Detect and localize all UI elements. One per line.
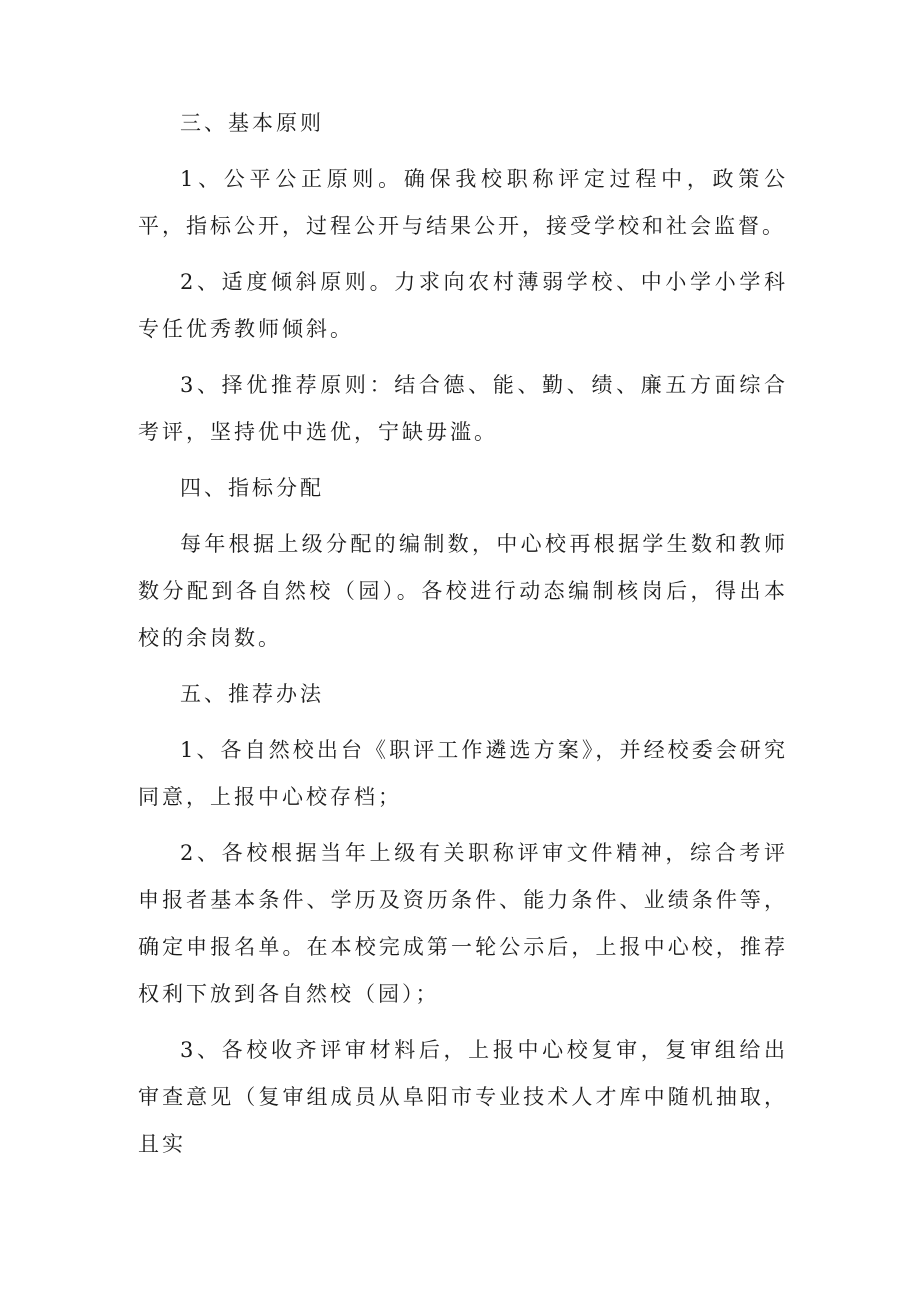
paragraph-moderate-preference-principle: 2、适度倾斜原则。力求向农村薄弱学校、中小学小学科专任优秀教师倾斜。 (138, 270, 788, 341)
paragraph-quota-allocation: 每年根据上级分配的编制数，中心校再根据学生数和教师数分配到各自然校（园）。各校进行动态编制核岗后，得出本校的余岗数。 (138, 532, 788, 650)
section-heading-quota-allocation: 四、指标分配 (180, 476, 324, 500)
section-heading-basic-principles: 三、基本原则 (180, 111, 324, 135)
section-heading-recommendation-method: 五、推荐办法 (180, 682, 324, 706)
paragraph-method-step-1: 1、各自然校出台《职评工作遴选方案》，并经校委会研究同意，上报中心校存档； (138, 738, 788, 809)
paragraph-method-step-3: 3、各校收齐评审材料后，上报中心校复审，复审组给出审查意见（复审组成员从阜阳市专业技术人才库中随机抽取，且实 (138, 1038, 788, 1156)
paragraph-merit-recommendation-principle: 3、择优推荐原则：结合德、能、勤、绩、廉五方面综合考评，坚持优中选优，宁缺毋滥。 (138, 373, 788, 444)
paragraph-method-step-2: 2、各校根据当年上级有关职称评审文件精神，综合考评申报者基本条件、学历及资历条件、能力条件、业绩条件等，确定申报名单。在本校完成第一轮公示后，上报中心校，推荐权利下放到各自然校（园）； (138, 841, 788, 1006)
document-page (138, 100, 788, 1177)
paragraph-fairness-principle: 1、公平公正原则。确保我校职称评定过程中，政策公平，指标公开，过程公开与结果公开，接受学校和社会监督。 (138, 167, 788, 238)
